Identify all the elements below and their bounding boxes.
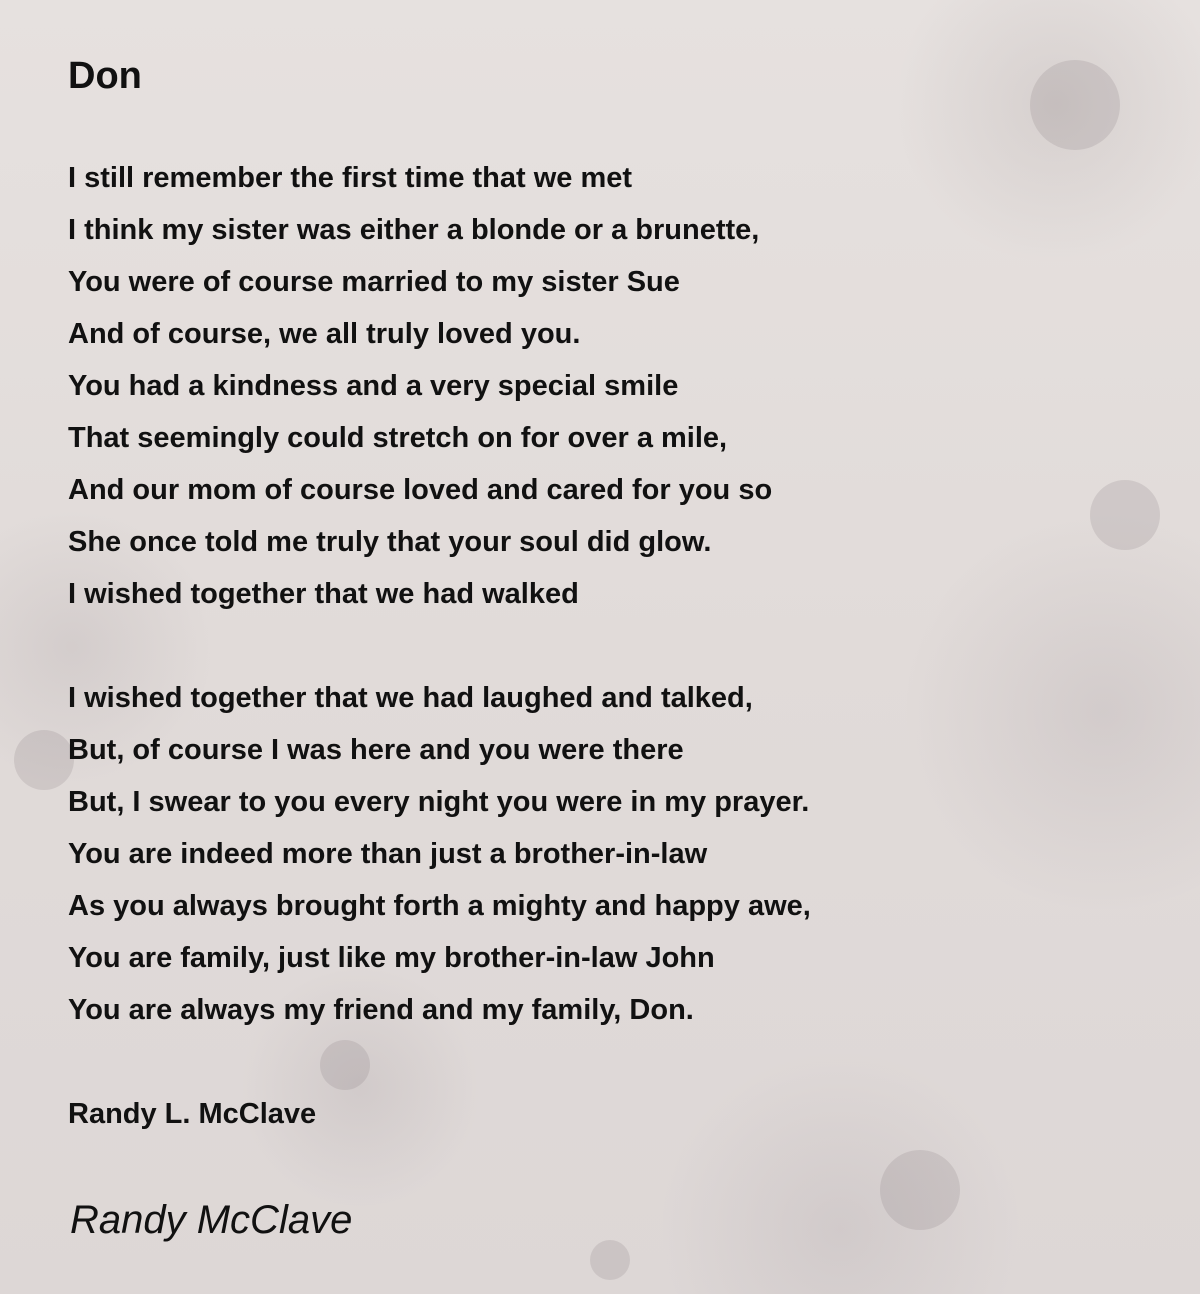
background-ink-splat xyxy=(14,730,74,790)
poem-author-byline: Randy L. McClave xyxy=(68,1098,317,1130)
poem-title: Don xyxy=(68,55,142,97)
background-ink-splat xyxy=(880,1150,960,1230)
poem-line: As you always brought forth a mighty and happy awe, xyxy=(68,890,811,922)
poem-line: You are family, just like my brother-in-law John xyxy=(68,942,715,974)
poem-line: I think my sister was either a blonde or a brunette, xyxy=(68,214,760,246)
poem xyxy=(68,52,1148,1140)
poem-line: She once told me truly that your soul did glow. xyxy=(68,526,712,558)
author-signature: Randy McClave xyxy=(70,1198,353,1242)
poem-line: You are indeed more than just a brother-in-law xyxy=(68,838,708,870)
poem-line: But, I swear to you every night you were in my prayer. xyxy=(68,786,810,818)
poem-line: I wished together that we had walked xyxy=(68,578,579,610)
stanza-1 xyxy=(68,152,1148,620)
background-ink-splat xyxy=(590,1240,630,1280)
poem-line: That seemingly could stretch on for over a mile, xyxy=(68,422,728,454)
poem-line: I wished together that we had laughed and talked, xyxy=(68,682,753,714)
poem-line: I still remember the first time that we met xyxy=(68,162,633,194)
stanza-2 xyxy=(68,672,1148,1036)
poem-line: And our mom of course loved and cared for you so xyxy=(68,474,773,506)
poem-line: You are always my friend and my family, Don. xyxy=(68,994,694,1026)
poem-line: But, of course I was here and you were there xyxy=(68,734,684,766)
poem-line: You were of course married to my sister Sue xyxy=(68,266,680,298)
poem-line: And of course, we all truly loved you. xyxy=(68,318,581,350)
poem-line: You had a kindness and a very special smile xyxy=(68,370,679,402)
